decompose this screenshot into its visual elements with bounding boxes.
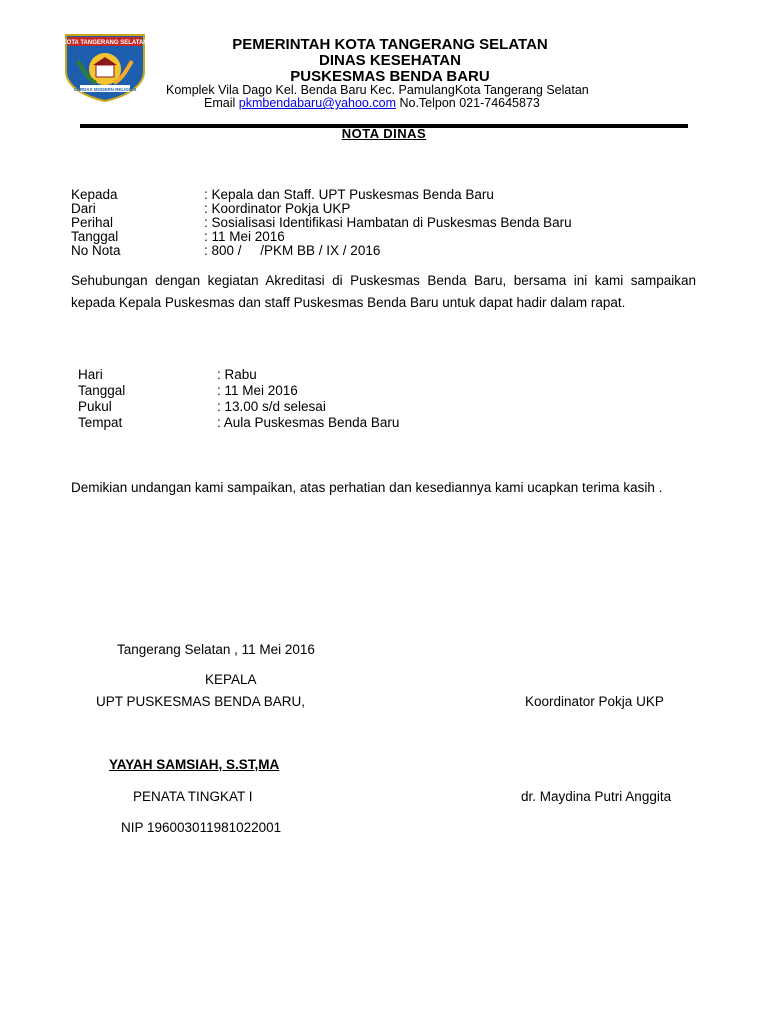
meta-value: : Kepala dan Staff. UPT Puskesmas Benda Baru (204, 187, 494, 202)
event-value: : Aula Puskesmas Benda Baru (217, 415, 400, 430)
letterhead-address: Komplek Vila Dago Kel. Benda Baru Kec. PamulangKota Tangerang Selatan (166, 83, 589, 97)
letterhead-line3: PUSKESMAS BENDA BARU (290, 68, 490, 85)
left-signatory-office: UPT PUSKESMAS BENDA BARU, (96, 694, 306, 709)
email-label: Email (204, 96, 236, 110)
meta-label: No Nota (71, 243, 121, 258)
meta-row-kepada (71, 187, 494, 202)
right-signatory-name: dr. Maydina Putri Anggita (521, 789, 672, 804)
closing-paragraph: Demikian undangan kami sampaikan, atas perhatian dan kesediannya kami ucapkan terima kasih . (71, 480, 663, 495)
meta-label: Dari (71, 201, 96, 216)
email-link[interactable]: pkmbendabaru@yahoo.com (238, 96, 396, 110)
event-value: : 13.00 s/d selesai (217, 399, 326, 414)
left-signatory-name: YAYAH SAMSIAH, S.ST,MA (109, 757, 280, 772)
letterhead-line2: DINAS KESEHATAN (319, 52, 461, 69)
event-row-pukul (78, 399, 326, 414)
meta-row-tanggal (71, 229, 285, 244)
opening-paragraph: Sehubungan dengan kegiatan Akreditasi di Puskesmas Benda Baru, bersama ini kami sampaikan kepada Kepala Puskesmas dan staff Puskesmas Benda Baru untuk dapat hadir dalam rapat. (71, 273, 696, 310)
event-row-hari (78, 367, 257, 382)
left-signatory-rank: PENATA TINGKAT I (133, 789, 253, 804)
meta-row-perihal (71, 215, 572, 230)
meta-label: Kepada (71, 187, 118, 202)
event-label: Tempat (78, 415, 123, 430)
event-value: : Rabu (217, 367, 257, 382)
left-signatory-title: KEPALA (205, 672, 257, 687)
meta-row-no-nota (71, 243, 380, 258)
logo-text: KOTA TANGERANG SELATAN (62, 40, 148, 46)
right-signatory-title: Koordinator Pokja UKP (525, 694, 664, 709)
event-value: : 11 Mei 2016 (217, 383, 298, 398)
meta-value: : Koordinator Pokja UKP (204, 201, 351, 216)
letterhead-line1: PEMERINTAH KOTA TANGERANG SELATAN (232, 36, 548, 53)
meta-row-dari (71, 201, 350, 216)
event-label: Hari (78, 367, 103, 382)
meta-label: Tanggal (71, 229, 119, 244)
meta-value: : Sosialisasi Identifikasi Hambatan di Puskesmas Benda Baru (204, 215, 572, 230)
meta-value: : 800 / /PKM BB / IX / 2016 (204, 243, 381, 258)
event-row-tanggal (78, 383, 298, 398)
event-row-tempat (78, 415, 399, 430)
left-signatory-nip: NIP 196003011981022001 (121, 820, 282, 835)
meta-value: : 11 Mei 2016 (204, 229, 285, 244)
phone-text: No.Telpon 021-74645873 (399, 96, 540, 110)
logo-motto: CERDAS MODERN RELIGIUS (73, 87, 137, 92)
document-title: NOTA DINAS (341, 126, 427, 141)
event-label: Tanggal (78, 383, 126, 398)
meta-label: Perihal (71, 215, 114, 230)
place-date: Tangerang Selatan , 11 Mei 2016 (117, 642, 315, 657)
event-label: Pukul (78, 399, 112, 414)
letterhead-contact (204, 96, 540, 110)
